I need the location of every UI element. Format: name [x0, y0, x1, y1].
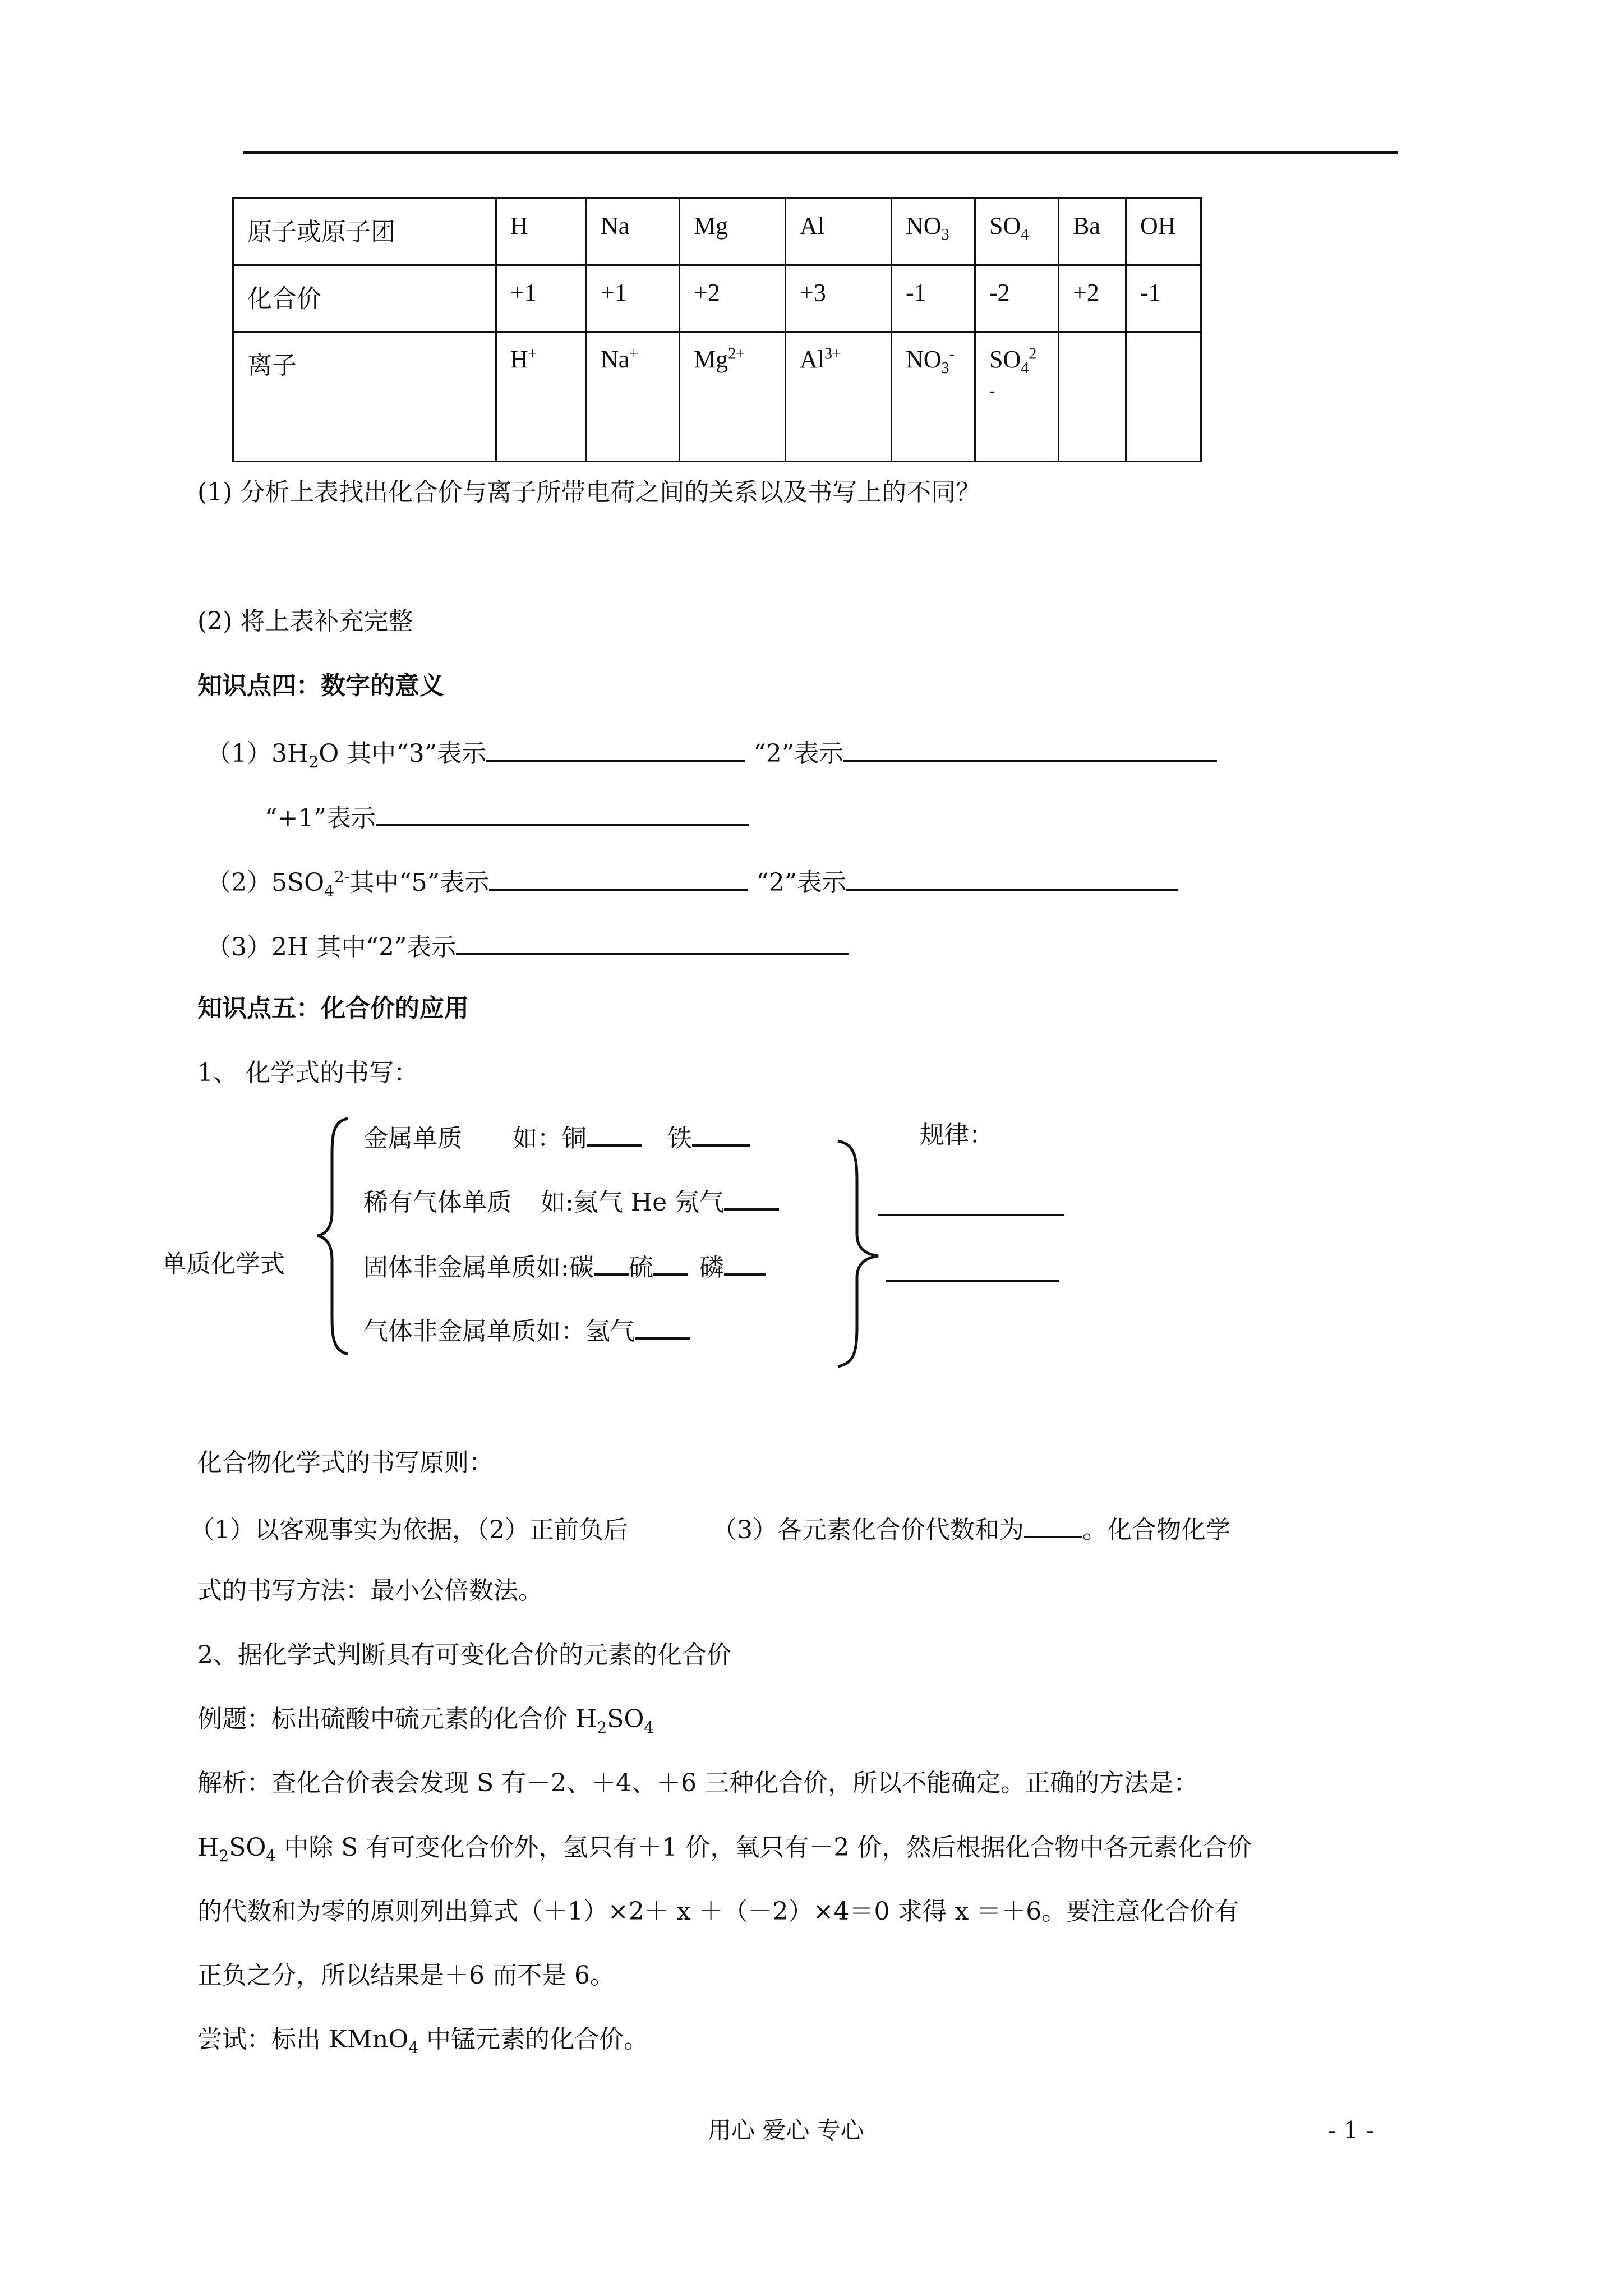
compound-title: 化合物化学式的书写原则： [197, 1448, 494, 1477]
branch-metal-eg2: 铁 [667, 1124, 692, 1153]
compound-l1-c: 。化合物化学 [1082, 1516, 1230, 1544]
cell-ion-label: 离子 [233, 332, 496, 462]
answer-blank[interactable] [635, 1313, 690, 1340]
kp4-l3-b: 其中“5”表示 [349, 868, 490, 897]
cell-valence: +3 [786, 265, 892, 332]
cell-valence: -1 [1126, 265, 1201, 332]
compound-line-1 [190, 1511, 1230, 1546]
answer-blank[interactable] [486, 735, 745, 762]
kp4-l3-sup: 2- [334, 867, 350, 886]
cell-header-label: 原子或原子团 [233, 199, 496, 265]
header-rule [243, 151, 1398, 154]
branch-noble-gas [363, 1184, 779, 1218]
compound-line-2: 式的书写方法：最小公倍数法。 [197, 1576, 543, 1605]
section-title-kp4: 知识点四：数字的意义 [197, 671, 444, 700]
kp5-subtitle-2: 2、据化学式判断具有可变化合价的元素的化合价 [197, 1641, 731, 1669]
example-sub1: 2 [597, 1718, 607, 1737]
cell-ba: Ba [1059, 199, 1126, 265]
compound-l1-a: （1）以客观事实为依据，（2）正前负后 [190, 1516, 628, 1544]
kp4-line-1 [206, 735, 1217, 770]
branch-metal [363, 1120, 750, 1154]
footer-motto: 用心 爱心 专心 [708, 2116, 864, 2144]
answer-blank[interactable] [724, 1184, 779, 1211]
answer-blank[interactable] [587, 1120, 642, 1147]
example-line [197, 1704, 654, 1735]
kp4-line-4 [206, 928, 849, 963]
cell-no3 [892, 199, 975, 265]
answer-blank[interactable] [724, 1249, 766, 1276]
question-2: (2) 将上表补充完整 [197, 607, 413, 636]
table-row-ion [233, 332, 1201, 462]
right-brace-icon [834, 1139, 885, 1369]
no3-text: $NO_3$ [906, 212, 949, 243]
cell-h: H [496, 199, 587, 265]
try-b: 中锰元素的化合价。 [418, 2025, 649, 2054]
section-title-kp5: 知识点五：化合价的应用 [197, 994, 469, 1023]
compound-l1-b: （3）各元素化合价代数和为 [712, 1516, 1024, 1544]
analysis-line-1: 解析：查化合价表会发现 S 有－2、＋4、＋6 三种化合价，所以不能确定。正确的方法是： [197, 1769, 1198, 1797]
page-number: - 1 - [1328, 2116, 1374, 2144]
branch-noble-label: 稀有气体单质 [363, 1188, 511, 1217]
answer-blank[interactable] [653, 1249, 688, 1276]
kp4-l2: “+1”表示 [265, 804, 376, 832]
kp4-l3-c: “2”表示 [756, 868, 847, 897]
analysis-line-4: 正负之分，所以结果是＋6 而不是 6。 [197, 1961, 615, 1990]
cell-so4 [975, 199, 1059, 265]
cell-ion-no3: $NO_3^-$ [892, 332, 975, 462]
analysis-2b: SO [229, 1833, 266, 1862]
answer-blank[interactable] [376, 799, 749, 826]
cell-valence: +1 [496, 265, 587, 332]
branch-solid-a: 固体非金属单质如:碳 [363, 1253, 594, 1282]
answer-blank[interactable] [1024, 1511, 1082, 1538]
example-sub2: 4 [644, 1718, 654, 1737]
branch-metal-label: 金属单质 [363, 1124, 462, 1153]
kp4-l1-sub: 2 [308, 752, 319, 771]
cell-mg: Mg [680, 199, 786, 265]
answer-blank[interactable] [456, 928, 849, 955]
left-brace-icon [314, 1116, 353, 1358]
branch-gas-nonmetal [363, 1313, 690, 1347]
kp4-line-3 [206, 864, 1178, 899]
answer-blank[interactable] [489, 864, 748, 891]
cell-ion-oh-empty [1126, 332, 1201, 462]
answer-blank[interactable] [692, 1120, 750, 1147]
cell-ion-mg: $Mg^{2+}$ [680, 332, 786, 462]
valence-table [232, 197, 1202, 462]
cell-ion-ba-empty [1059, 332, 1126, 462]
analysis-line-3: 的代数和为零的原则列出算式（＋1）×2＋ x ＋（－2）×4＝0 求得 x ＝＋6。要注意化合价有 [197, 1897, 1239, 1926]
cell-valence: +1 [587, 265, 680, 332]
analysis-2c: 中除 S 有可变化合价外，氢只有＋1 价，氧只有－2 价，然后根据化合物中各元素化合价 [276, 1833, 1252, 1862]
cell-valence: +2 [680, 265, 786, 332]
example-a: 例题：标出硫酸中硫元素的化合价 H [197, 1705, 597, 1733]
answer-blank[interactable] [594, 1249, 629, 1276]
kp4-l4: （3）2H 其中“2”表示 [206, 933, 457, 961]
rule-label: 规律： [920, 1121, 994, 1149]
cell-valence: +2 [1059, 265, 1126, 332]
answer-blank[interactable] [846, 864, 1178, 891]
branch-solid-nonmetal [363, 1249, 766, 1283]
cell-oh: OH [1126, 199, 1201, 265]
try-sub: 4 [408, 2038, 419, 2057]
analysis-line-2 [197, 1832, 1252, 1864]
table-row-header [233, 199, 1201, 265]
branch-metal-eg: 如：铜 [513, 1124, 587, 1153]
analysis-2-sub2: 4 [266, 1846, 276, 1865]
analysis-2a: H [197, 1833, 219, 1862]
cell-ion-na: Na+ [587, 332, 680, 462]
analysis-2-sub1: 2 [219, 1846, 229, 1865]
kp5-subtitle-1: 1、 化学式的书写： [197, 1059, 418, 1087]
kp4-l3-a: （2）5SO [206, 868, 325, 897]
example-b: SO [607, 1705, 644, 1733]
kp4-l1-c: “2”表示 [753, 739, 844, 768]
rule-blank-2[interactable] [886, 1280, 1059, 1282]
kp4-line-2 [265, 799, 749, 834]
rule-blank-1[interactable] [878, 1214, 1064, 1216]
cell-ion-h: H+ [496, 332, 587, 462]
cell-valence-label: 化合价 [233, 265, 496, 332]
kp4-l3-sub: 4 [324, 881, 335, 900]
so4-text: $SO_4$ [989, 212, 1029, 243]
cell-valence: -1 [892, 265, 975, 332]
question-1: (1) 分析上表找出化合价与离子所带电荷之间的关系以及书写上的不同？ [197, 478, 981, 507]
try-a: 尝试：标出 KMnO [197, 2025, 409, 2054]
branch-solid-c: 磷 [699, 1253, 724, 1282]
answer-blank[interactable] [843, 735, 1217, 762]
branch-solid-b: 硫 [628, 1253, 653, 1282]
cell-valence: -2 [975, 265, 1059, 332]
diagram-root: 单质化学式 [162, 1250, 285, 1278]
branch-noble-eg: 如:氦气 He 氖气 [541, 1188, 725, 1217]
cell-ion-so4: $SO_4^2$ - [975, 332, 1059, 462]
cell-al: Al [786, 199, 892, 265]
cell-ion-al: $Al^{3+}$ [786, 332, 892, 462]
kp4-l1-a: （1）3H [206, 739, 309, 768]
branch-gas-label: 气体非金属单质如：氢气 [363, 1317, 635, 1346]
cell-na: Na [587, 199, 680, 265]
table-row-valence [233, 265, 1201, 332]
try-line [197, 2024, 648, 2055]
kp4-l1-b: O 其中“3”表示 [319, 739, 487, 768]
